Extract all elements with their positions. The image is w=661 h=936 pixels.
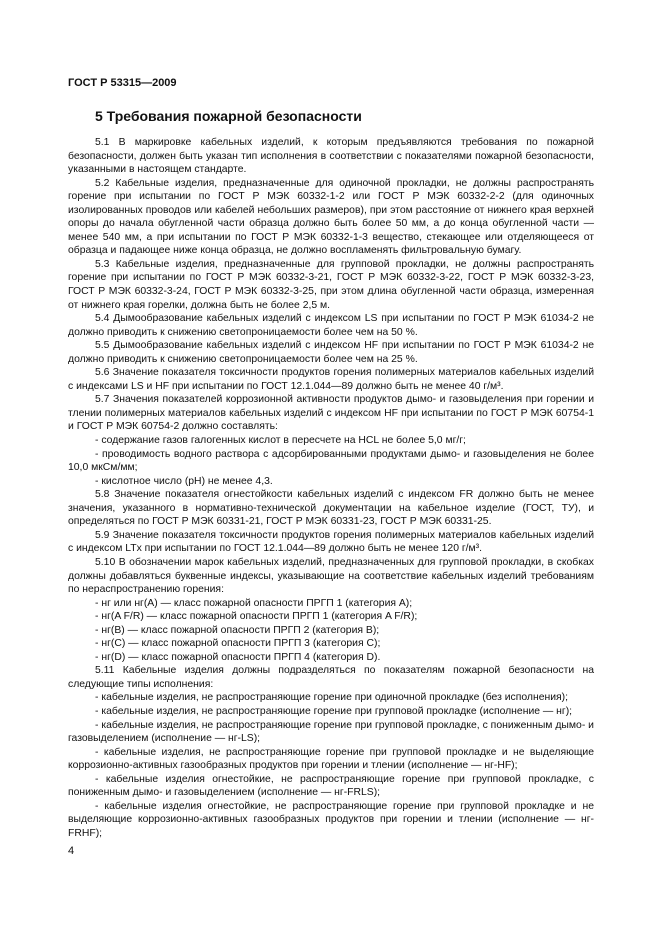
paragraph-5-11: 5.11 Кабельные изделия должны подразделяться по показателям пожарной безопасности на следующие типы исполнения:	[68, 665, 594, 690]
paragraph-5-10: 5.10 В обозначении марок кабельных изделий, предназначенных для групповой прокладки, в скобках должны добавляться буквенные индексы, указывающие на соответствие кабельных изделий требованиям по нераспространению горения:	[68, 556, 594, 596]
list-item: - кабельные изделия, не распространяющие горение при одиночной прокладке (без исполнения);	[95, 692, 569, 704]
list-item: - кислотное число (pH) не менее 4,3.	[95, 475, 273, 487]
list-item: - нг(D) — класс пожарной опасности ПРГП 4 (категория D).	[95, 651, 381, 663]
paragraph-5-5: 5.5 Дымообразование кабельных изделий с индексом HF при испытании по ГОСТ Р МЭК 61034-2 не должно приводить к снижению светопроницаемости более чем на 25 %.	[68, 340, 594, 365]
paragraph-5-8: 5.8 Значение показателя огнестойкости кабельных изделий с индексом FR должно быть не менее значения, указанного в нормативно-технической документации на кабельное изделие (ГОСТ, ТУ), и определяться по ГОСТ Р МЭК 60331-21, ГОСТ Р МЭК 60331-23, ГОСТ Р МЭК 60331-25.	[68, 489, 594, 528]
list-item: - кабельные изделия, не распространяющие горение при групповой прокладке, с пониженным дымо- и газовыделением (исполнение — нг-LS);	[68, 719, 594, 745]
list-item: - содержание газов галогенных кислот в пересчете на HCL не более 5,0 мг/г;	[95, 435, 466, 447]
section-title: 5 Требования пожарной безопасности	[95, 108, 362, 124]
paragraph-5-7: 5.7 Значения показателей коррозионной активности продуктов дымо- и газовыделения при горении и тлении полимерных материалов кабельных изделий с индексом HF при испытании по ГОСТ Р МЭК 60754-1 и ГОСТ Р МЭК 60754-2 должно составлять:	[68, 394, 594, 433]
list-item: - проводимость водного раствора с адсорбированными продуктами дымо- и газовыделения не более 10,0 мкСм/мм;	[68, 448, 594, 474]
standard-designation: ГОСТ Р 53315—2009	[68, 77, 177, 89]
page-number: 4	[68, 845, 75, 857]
paragraph-5-6: 5.6 Значение показателя токсичности продуктов горения полимерных материалов кабельных изделий с индексами LS и HF при испытании по ГОСТ 12.1.044—89 должно быть не менее 40 г/м³.	[68, 367, 594, 392]
list-item: - кабельные изделия, не распространяющие горение при групповой прокладке (исполнение — нг);	[95, 705, 573, 717]
list-item: - нг(B) — класс пожарной опасности ПРГП 2 (категория B);	[95, 624, 380, 636]
list-item: - кабельные изделия огнестойкие, не распространяющие горение при групповой прокладке, с пониженным дымо- и газовыделением (исполнение — нг-FRLS);	[68, 773, 594, 799]
list-item: - нг или нг(A) — класс пожарной опасности ПРГП 1 (категория A);	[95, 597, 413, 609]
section-body	[68, 136, 594, 840]
list-item: - кабельные изделия огнестойкие, не распространяющие горение при групповой прокладке и не выделяющие коррозионно-активных газообразных продуктов при горении и тлении (исполнение — нг-FRHF);	[68, 800, 594, 839]
list-item: - нг(C) — класс пожарной опасности ПРГП 3 (категория C);	[95, 638, 381, 650]
paragraph-5-9: 5.9 Значение показателя токсичности продуктов горения полимерных материалов кабельных изделий с индексом LTx при испытании по ГОСТ 12.1.044—89 должно быть не менее 120 г/м³.	[68, 529, 594, 555]
paragraph-5-1: 5.1 В маркировке кабельных изделий, к которым предъявляются требования по пожарной безопасности, должен быть указан тип исполнения в соответствии с показателями пожарной безопасности, указанными в настоящем стандарте.	[68, 137, 594, 176]
list-item: - нг(A F/R) — класс пожарной опасности ПРГП 1 (категория A F/R);	[95, 611, 418, 623]
paragraph-5-2: 5.2 Кабельные изделия, предназначенные для одиночной прокладки, не должны распространять горение при испытании по ГОСТ Р МЭК 60332-1-2 или ГОСТ Р МЭК 60332-2-2 (для одиночных изолированных проводов или кабелей небольших размеров), при этом расстояние от нижнего края верхней опоры до начала обугленной части образца должно быть более 50 мм, а до конца обугленной части — менее 540 мм, а при испытании по ГОСТ Р МЭК 60332-1-3 вещество, стекающее или отделяющееся от образца и падающее ниже конца образца, не должно воспламенять фильтровальную бумагу.	[68, 177, 594, 257]
list-item: - кабельные изделия, не распространяющие горение при групповой прокладке и не выделяющие коррозионно-активных газообразных продуктов при горении и тлении (исполнение — нг-HF);	[68, 746, 594, 772]
paragraph-5-3: 5.3 Кабельные изделия, предназначенные для групповой прокладки, не должны распространять горение при испытании по ГОСТ Р МЭК 60332-3-21, ГОСТ Р МЭК 60332-3-22, ГОСТ Р МЭК 60332-3-23, ГОСТ Р МЭК 60332-3-24, ГОСТ Р МЭК 60332-3-25, при этом длина обугленной части образца, измеренная от нижнего края горелки, должна быть не более 2,5 м.	[68, 258, 594, 311]
paragraph-5-4: 5.4 Дымообразование кабельных изделий с индексом LS при испытании по ГОСТ Р МЭК 61034-2 не должно приводить к снижению светопроницаемости более чем на 50 %.	[68, 313, 594, 338]
